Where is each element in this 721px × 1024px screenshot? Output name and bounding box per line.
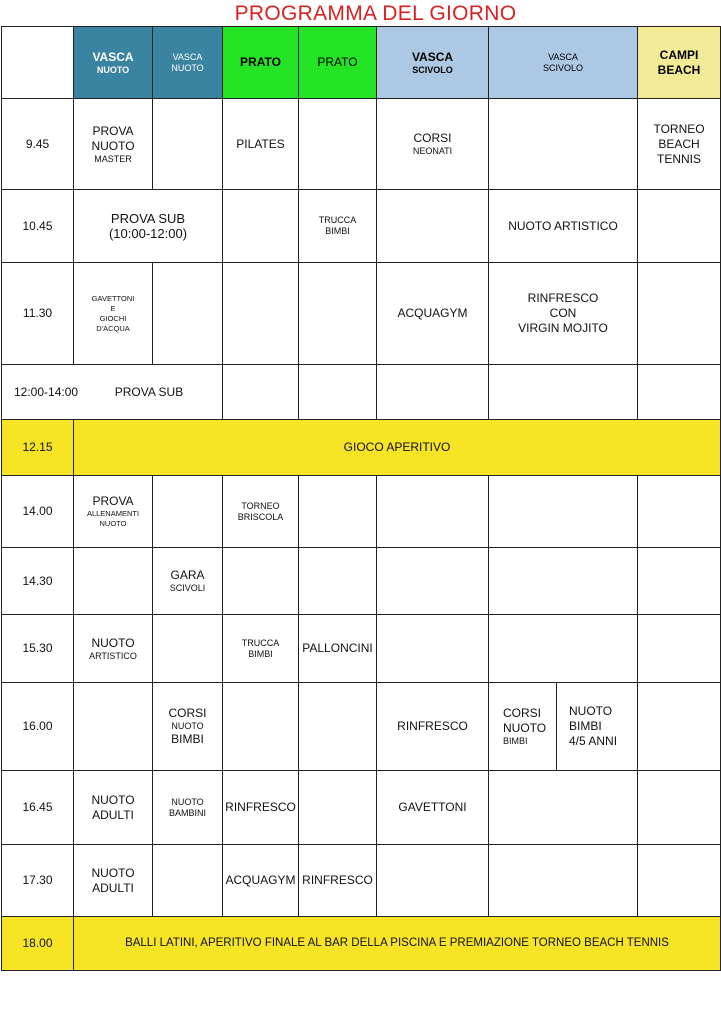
activity-text: PROVA: [92, 494, 134, 508]
activity-text: ARTISTICO: [89, 650, 137, 661]
header-sublabel: NUOTO: [96, 64, 130, 75]
activity-text: PROVA SUB: [110, 211, 186, 226]
highlight-row: [2, 420, 721, 476]
empty-cell: [489, 771, 638, 845]
activity-cell: [74, 190, 223, 263]
header-vasca-scivolo-1: [377, 27, 489, 99]
highlight-row: [2, 917, 721, 971]
activity-text: NUOTO: [91, 792, 135, 807]
activity-cell: [74, 263, 153, 365]
schedule-row: [2, 771, 721, 845]
activity-cell: [74, 476, 153, 548]
empty-cell: [638, 548, 721, 615]
header-prato-2: PRATO: [299, 27, 377, 99]
empty-cell: [153, 263, 223, 365]
empty-cell: [638, 190, 721, 263]
activity-text: MASTER: [94, 153, 132, 164]
time-cell: 16.45: [2, 771, 74, 845]
empty-cell: [489, 548, 638, 615]
activity-text: ADULTI: [92, 880, 134, 895]
activity-cell: [74, 845, 153, 917]
activity-text: BIMBI: [171, 732, 204, 746]
header-sublabel: SCIVOLO: [543, 62, 584, 73]
schedule-row: [2, 845, 721, 917]
activity-cell: RINFRESCO: [377, 683, 489, 771]
activity-text: TENNIS: [657, 151, 702, 166]
empty-cell: [489, 845, 638, 917]
activity-text: NUOTO: [569, 704, 613, 718]
header-sublabel: BEACH: [657, 62, 701, 77]
activity-text: NUOTO: [91, 138, 135, 153]
header-label: VASCA: [172, 51, 203, 62]
activity-text: VIRGIN MOJITO: [518, 321, 608, 335]
activity-text: ADULTI: [92, 807, 134, 822]
header-prato-1: PRATO: [223, 27, 299, 99]
activity-cell: ACQUAGYM: [223, 845, 299, 917]
activity-cell: [153, 548, 223, 615]
empty-cell: [299, 683, 377, 771]
empty-cell: [223, 365, 299, 420]
activity-text: GIOCHI: [99, 313, 127, 323]
empty-cell: [299, 365, 377, 420]
activity-text: PROVA SUB: [114, 384, 184, 399]
empty-cell: [489, 476, 638, 548]
empty-cell: [153, 99, 223, 190]
time-cell: 14.00: [2, 476, 74, 548]
activity-text: RINFRESCO: [527, 291, 599, 305]
empty-cell: [638, 365, 721, 420]
empty-cell: [153, 476, 223, 548]
time-cell: 11.30: [2, 263, 74, 365]
activity-cell: [2, 365, 223, 420]
schedule-table: [1, 26, 721, 971]
header-campi-beach: [638, 27, 721, 99]
activity-cell: PALLONCINI: [299, 615, 377, 683]
schedule-row: [2, 99, 721, 190]
activity-cell: [74, 99, 153, 190]
header-label: VASCA: [411, 49, 454, 64]
activity-text: BIMBI: [503, 736, 528, 746]
header-vasca-nuoto-2: [153, 27, 223, 99]
activity-text: NUOTO: [171, 796, 204, 807]
empty-cell: [377, 476, 489, 548]
activity-cell: [223, 476, 299, 548]
empty-cell: [638, 845, 721, 917]
empty-cell: [299, 263, 377, 365]
activity-text: (10:00-12:00): [108, 226, 188, 241]
empty-cell: [489, 99, 638, 190]
header-sublabel: NUOTO: [171, 62, 204, 73]
header-label: VASCA: [92, 49, 134, 64]
empty-cell: [153, 615, 223, 683]
empty-cell: [299, 548, 377, 615]
activity-cell: GIOCO APERITIVO: [74, 420, 721, 476]
activity-cell: BALLI LATINI, APERITIVO FINALE AL BAR DELLA PISCINA E PREMIAZIONE TORNEO BEACH TENNIS: [74, 917, 721, 971]
activity-cell: [557, 683, 638, 771]
time-cell: 16.00: [2, 683, 74, 771]
empty-cell: [638, 263, 721, 365]
empty-cell: [299, 99, 377, 190]
header-time-cell: [2, 27, 74, 99]
activity-text: PROVA: [92, 123, 134, 138]
time-cell: 17.30: [2, 845, 74, 917]
activity-text: CORSI: [503, 706, 542, 720]
activity-text: CORSI: [168, 706, 207, 720]
activity-cell: ACQUAGYM: [377, 263, 489, 365]
activity-text: BEACH: [658, 136, 700, 151]
empty-cell: [377, 845, 489, 917]
time-cell: 10.45: [2, 190, 74, 263]
activity-text: BIMBI: [248, 648, 273, 659]
time-cell: 15.30: [2, 615, 74, 683]
activity-text: NUOTO: [171, 721, 204, 731]
activity-text: TRUCCA: [241, 637, 280, 648]
activity-text: BIMBI: [325, 226, 350, 236]
activity-text: NEONATI: [412, 146, 453, 156]
activity-cell: PILATES: [223, 99, 299, 190]
schedule-row: [2, 683, 721, 771]
empty-cell: [638, 771, 721, 845]
activity-cell: NUOTO ARTISTICO: [489, 190, 638, 263]
activity-cell: RINFRESCO: [223, 771, 299, 845]
schedule-row: [2, 190, 721, 263]
empty-cell: [489, 365, 638, 420]
activity-text: NUOTO: [91, 635, 135, 650]
activity-cell: [74, 615, 153, 683]
activity-cell: [638, 99, 721, 190]
empty-cell: [299, 476, 377, 548]
empty-cell: [377, 190, 489, 263]
empty-cell: [299, 771, 377, 845]
schedule-row: [2, 615, 721, 683]
empty-cell: [223, 683, 299, 771]
empty-cell: [74, 548, 153, 615]
header-label: VASCA: [548, 51, 578, 62]
schedule-row: [2, 365, 721, 420]
time-cell: 18.00: [2, 917, 74, 971]
empty-cell: [377, 365, 489, 420]
time-cell: 9.45: [2, 99, 74, 190]
activity-text: TORNEO: [653, 121, 705, 136]
activity-text: NUOTO: [91, 865, 135, 880]
activity-text: 4/5 ANNI: [569, 734, 618, 748]
activity-cell: [377, 99, 489, 190]
activity-cell: [153, 771, 223, 845]
activity-cell: [299, 190, 377, 263]
page-title: PROGRAMMA DEL GIORNO: [234, 2, 517, 25]
activity-cell: [489, 683, 557, 771]
activity-text: TORNEO: [241, 500, 280, 511]
time-cell: 14.30: [2, 548, 74, 615]
activity-cell: RINFRESCO: [299, 845, 377, 917]
header-vasca-nuoto-1: [74, 27, 153, 99]
activity-cell: [489, 263, 638, 365]
empty-cell: [377, 615, 489, 683]
activity-text: D'ACQUA: [96, 323, 130, 333]
empty-cell: [638, 476, 721, 548]
empty-cell: [377, 548, 489, 615]
activity-text: CON: [549, 306, 577, 320]
activity-text: ALLENAMENTI: [86, 509, 140, 518]
activity-text: TRUCCA: [318, 215, 357, 225]
empty-cell: [74, 683, 153, 771]
activity-cell: [223, 615, 299, 683]
activity-text: GARA: [170, 568, 205, 582]
empty-cell: [223, 190, 299, 263]
empty-cell: [638, 615, 721, 683]
schedule-row: [2, 476, 721, 548]
time-cell: 12.15: [2, 420, 74, 476]
empty-cell: [638, 683, 721, 771]
time-text: 12:00-14:00: [14, 384, 79, 399]
activity-text: BRISCOLA: [237, 511, 284, 522]
header-label: CAMPI: [659, 47, 699, 62]
schedule-row: [2, 263, 721, 365]
header-row: [2, 27, 721, 99]
empty-cell: [153, 845, 223, 917]
header-sublabel: SCIVOLO: [412, 64, 453, 75]
activity-cell: GAVETTONI: [377, 771, 489, 845]
empty-cell: [223, 263, 299, 365]
activity-text: BAMBINI: [168, 807, 206, 818]
empty-cell: [223, 548, 299, 615]
activity-text: BIMBI: [569, 719, 602, 733]
activity-text: NUOTO: [503, 721, 547, 735]
activity-text: NUOTO: [99, 519, 127, 528]
activity-text: SCIVOLI: [169, 583, 206, 593]
empty-cell: [489, 615, 638, 683]
activity-text: CORSI: [413, 131, 452, 145]
activity-cell: [74, 771, 153, 845]
activity-cell: [153, 683, 223, 771]
activity-text: E: [110, 303, 116, 313]
schedule-row: [2, 548, 721, 615]
header-vasca-scivolo-2: [489, 27, 638, 99]
activity-text: GAVETTONI: [91, 293, 135, 303]
